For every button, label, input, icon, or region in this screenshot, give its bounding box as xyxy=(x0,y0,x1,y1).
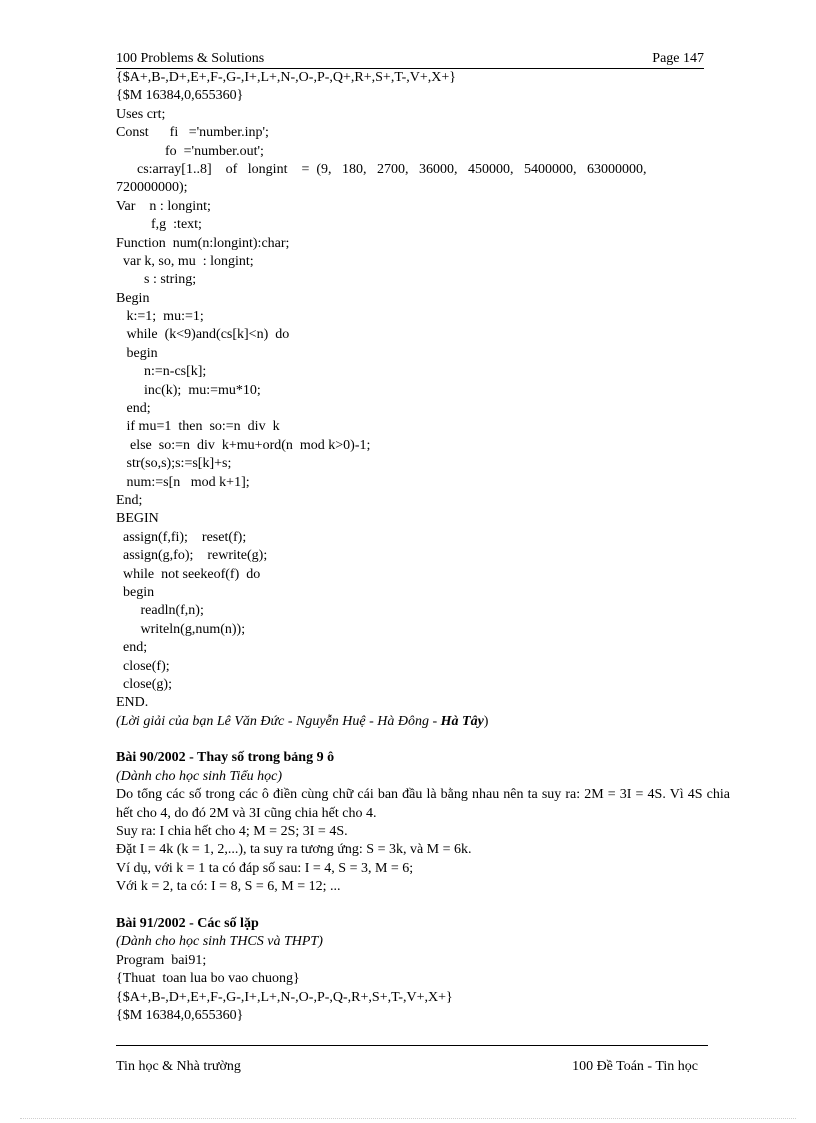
header-title: 100 Problems & Solutions xyxy=(116,51,265,66)
problem-91-section xyxy=(116,915,730,1025)
code-line: readln(f,n); xyxy=(116,603,204,619)
code-line: str(so,s);s:=s[k]+s; xyxy=(116,456,232,472)
code-line: close(f); xyxy=(116,658,170,674)
code-line: Const fi ='number.inp'; xyxy=(116,125,269,141)
code-line: n:=n-cs[k]; xyxy=(116,364,207,380)
header-page-number: Page 147 xyxy=(652,51,704,66)
code-line: fo ='number.out'; xyxy=(116,143,264,159)
problem-91-title: Bài 91/2002 - Các số lặp xyxy=(116,916,259,931)
code-line: num:=s[n mod k+1]; xyxy=(116,474,250,490)
problem-91-audience: (Dành cho học sinh THCS và THPT) xyxy=(116,934,323,950)
code-line: {Thuat toan lua bo vao chuong} xyxy=(116,971,300,987)
problem-90-title: Bài 90/2002 - Thay số trong bảng 9 ô xyxy=(116,750,335,766)
code-line: assign(f,fi); reset(f); xyxy=(116,529,247,545)
code-line: while not seekeof(f) do xyxy=(116,566,261,582)
problem-90-line: Với k = 2, ta có: I = 8, S = 6, M = 12; ... xyxy=(116,879,341,895)
code-line: end; xyxy=(116,401,151,417)
footer-right: 100 Đề Toán - Tin học xyxy=(572,1059,698,1074)
problem-90-line: Suy ra: I chia hết cho 4; M = 2S; 3I = 4S. xyxy=(116,824,348,840)
problem-90-line: Ví dụ, với k = 1 ta có đáp số sau: I = 4, S = 3, M = 6; xyxy=(116,860,414,876)
problem-90-section xyxy=(116,749,730,896)
document-body xyxy=(116,69,730,1025)
code-line: Program bai91; xyxy=(116,952,207,968)
code-line: close(g); xyxy=(116,676,172,692)
problem-90-audience: (Dành cho học sinh Tiểu học) xyxy=(116,768,283,784)
code-line: Uses crt; xyxy=(116,106,166,122)
spacer xyxy=(116,731,730,749)
code-line: if mu=1 then so:=n div k xyxy=(116,419,280,435)
code-block-1 xyxy=(116,69,730,713)
code-line: var k, so, mu : longint; xyxy=(116,253,254,269)
code-line: assign(g,fo); rewrite(g); xyxy=(116,548,268,564)
code-line: writeln(g,num(n)); xyxy=(116,621,246,637)
code-line: k:=1; mu:=1; xyxy=(116,309,204,325)
credit-province: Hà Tây xyxy=(440,713,484,729)
bottom-dotted-rule xyxy=(20,1118,796,1119)
code-line: begin xyxy=(116,584,155,600)
problem-90-line: Đặt I = 4k (k = 1, 2,...), ta suy ra tương ứng: S = 3k, và M = 6k. xyxy=(116,842,472,858)
problem-90-paragraph: Do tổng các số trong các ô điền cùng chữ cái ban đầu là bằng nhau nên ta suy ra: 2M = 3I = 4S. Vì 4S chia hết cho 4, do đó 2M và 3I cũng chia hết cho 4. xyxy=(116,787,730,821)
code-line: 720000000); xyxy=(116,180,188,196)
credit-text: Lời giải của bạn Lê Văn Đức - Nguyễn Huệ - Hà Đông - xyxy=(120,713,441,729)
code-line: Function num(n:longint):char; xyxy=(116,235,290,251)
code-line: begin xyxy=(116,345,158,361)
code-line: {$M 16384,0,655360} xyxy=(116,1007,244,1023)
code-line: End; xyxy=(116,492,143,508)
code-line: Var n : longint; xyxy=(116,198,211,214)
code-line: else so:=n div k+mu+ord(n mod k>0)-1; xyxy=(116,437,371,453)
code-line: BEGIN xyxy=(116,511,159,527)
credit-open: ( xyxy=(116,713,121,729)
code-line: {$A+,B-,D+,E+,F-,G-,I+,L+,N-,O-,P-,Q-,R+,S+,T-,V+,X+} xyxy=(116,989,453,1005)
code-line: {$A+,B-,D+,E+,F-,G-,I+,L+,N-,O-,P-,Q+,R+,S+,T-,V+,X+} xyxy=(116,70,456,85)
page-header xyxy=(116,50,704,69)
code-line: f,g :text; xyxy=(116,217,202,233)
code-line: end; xyxy=(116,640,148,656)
credit-close: ) xyxy=(483,713,489,729)
page-content xyxy=(116,50,730,1025)
code-line: Begin xyxy=(116,290,150,306)
code-line: cs:array[1..8] of longint = (9, 180, 2700, 36000, 450000, 5400000, 63000000, xyxy=(116,161,647,177)
code-line: inc(k); mu:=mu*10; xyxy=(116,382,261,398)
code-line: while (k<9)and(cs[k]<n) do xyxy=(116,327,290,343)
footer-left: Tin học & Nhà trường xyxy=(116,1059,241,1074)
solution-credit xyxy=(116,713,730,731)
code-line: s : string; xyxy=(116,272,197,288)
code-line: END. xyxy=(116,695,149,711)
spacer xyxy=(116,897,730,915)
page-footer xyxy=(116,1045,708,1074)
code-line: {$M 16384,0,655360} xyxy=(116,88,244,104)
